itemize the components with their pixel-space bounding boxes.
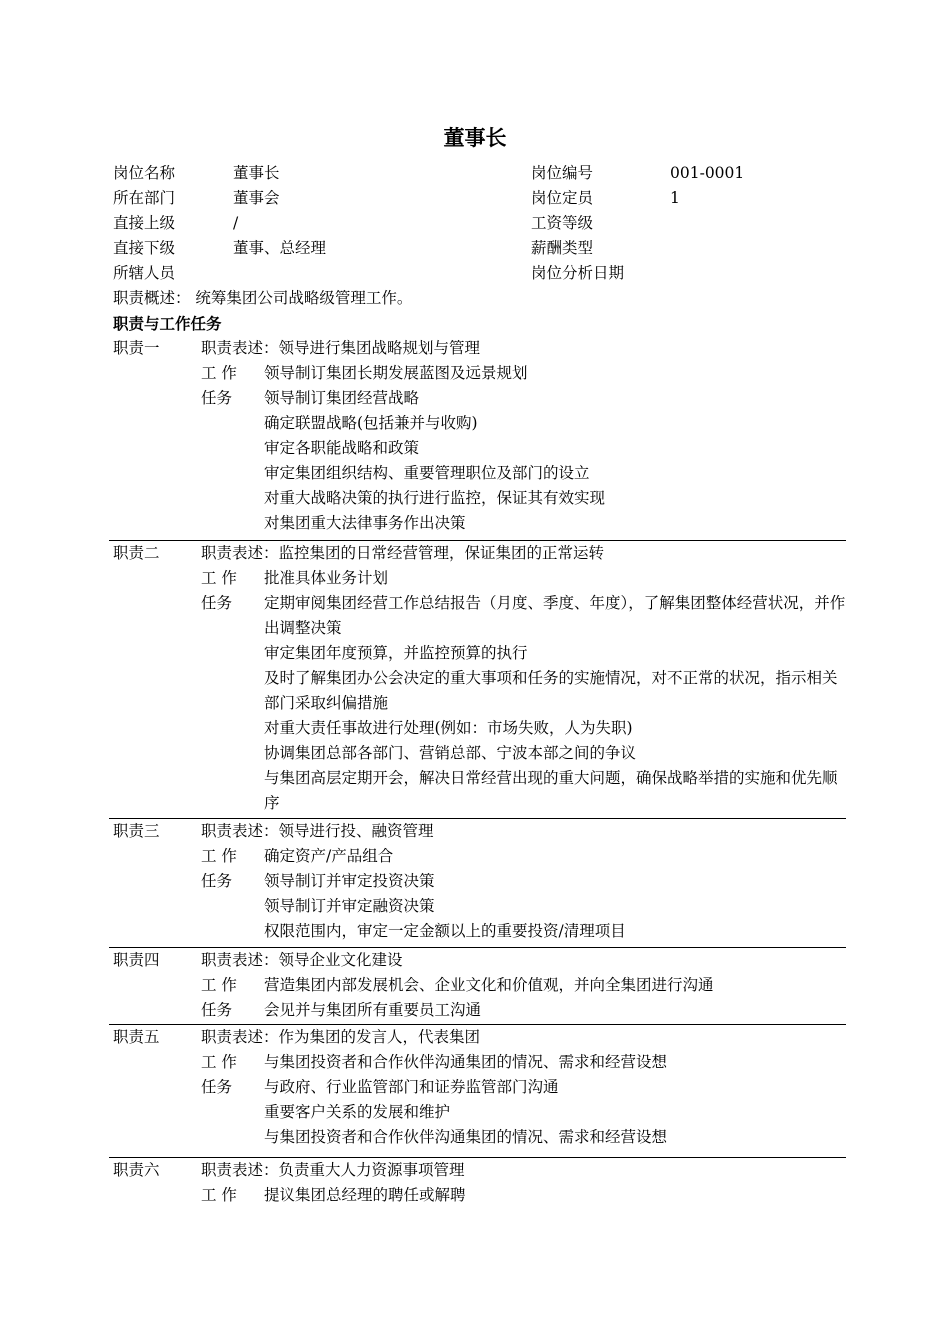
duty-statement: 职责表述：领导企业文化建设 — [201, 951, 403, 969]
task-label: 工 作 — [201, 364, 237, 382]
info-value: 董事、总经理 — [233, 239, 327, 257]
task-text: 与集团投资者和合作伙伴沟通集团的情况、需求和经营设想 — [264, 1053, 668, 1071]
task-label: 任务 — [201, 1001, 233, 1019]
task-text: 对重大责任事故进行处理(例如：市场失败，人为失职) — [264, 719, 633, 737]
task-label: 工 作 — [201, 1186, 237, 1204]
task-label — [201, 411, 264, 436]
task-list — [201, 1050, 846, 1150]
task-label — [201, 511, 264, 536]
info-row — [113, 161, 853, 186]
duty-statement: 职责表述：作为集团的发言人，代表集团 — [201, 1028, 481, 1046]
info-value: 1 — [670, 189, 680, 207]
task-label: 工 作 — [201, 976, 237, 994]
duty-label: 职责三 — [113, 822, 160, 840]
task-row — [201, 666, 846, 716]
task-text: 协调集团总部各部门、营销总部、宁波本部之间的争议 — [264, 744, 637, 762]
task-row — [201, 919, 846, 944]
duty-label: 职责六 — [113, 1161, 160, 1179]
task-text: 重要客户关系的发展和维护 — [264, 1103, 451, 1121]
task-text: 定期审阅集团经营工作总结报告（月度、季度、年度），了解集团整体经营状况，并作出调整决策 — [264, 594, 846, 637]
task-list — [201, 566, 846, 816]
task-text: 对重大战略决策的执行进行监控，保证其有效实现 — [264, 489, 606, 507]
task-row — [201, 566, 846, 591]
info-label: 岗位分析日期 — [531, 264, 625, 282]
task-label — [201, 894, 264, 919]
task-text: 确定资产/产品组合 — [264, 847, 394, 865]
task-row — [201, 869, 846, 894]
duty-statement: 职责表述：领导进行投、融资管理 — [201, 822, 434, 840]
task-row — [201, 766, 846, 816]
task-text: 权限范围内，审定一定金额以上的重要投资/清理项目 — [264, 922, 626, 940]
task-label: 工 作 — [201, 1053, 237, 1071]
info-label: 直接上级 — [113, 214, 176, 232]
duty-label: 职责四 — [113, 951, 160, 969]
task-row — [201, 741, 846, 766]
task-text: 领导制订集团经营战略 — [264, 389, 420, 407]
info-value: 001-0001 — [670, 164, 745, 182]
task-row — [201, 1183, 846, 1208]
task-text: 营造集团内部发展机会、企业文化和价值观，并向全集团进行沟通 — [264, 976, 714, 994]
task-label — [201, 716, 264, 741]
info-row — [113, 261, 853, 286]
task-text: 与集团投资者和合作伙伴沟通集团的情况、需求和经营设想 — [264, 1128, 668, 1146]
task-label — [201, 641, 264, 666]
duty-statement: 职责表述：监控集团的日常经营管理，保证集团的正常运转 — [201, 544, 605, 562]
task-row — [201, 486, 846, 511]
task-label — [201, 461, 264, 486]
task-text: 领导制订集团长期发展蓝图及远景规划 — [264, 364, 528, 382]
task-text: 对集团重大法律事务作出决策 — [264, 514, 466, 532]
task-list — [201, 844, 846, 944]
task-row — [201, 998, 846, 1023]
task-text: 提议集团总经理的聘任或解聘 — [264, 1186, 466, 1204]
task-label: 任务 — [201, 389, 233, 407]
info-label: 工资等级 — [531, 214, 594, 232]
task-label — [201, 741, 264, 766]
task-text: 领导制订并审定投资决策 — [264, 872, 435, 890]
duty-statement: 职责表述：负责重大人力资源事项管理 — [201, 1161, 465, 1179]
task-label: 工 作 — [201, 847, 237, 865]
info-value: 董事会 — [233, 189, 280, 207]
task-label — [201, 666, 264, 716]
task-label — [201, 766, 264, 816]
task-label — [201, 486, 264, 511]
task-text: 批准具体业务计划 — [264, 569, 389, 587]
position-info-table — [113, 161, 853, 286]
task-row — [201, 641, 846, 666]
task-label — [201, 919, 264, 944]
task-text: 确定联盟战略(包括兼并与收购) — [264, 414, 478, 432]
task-row — [201, 894, 846, 919]
duty-label: 职责五 — [113, 1028, 160, 1046]
task-text: 领导制订并审定融资决策 — [264, 897, 435, 915]
section-heading: 职责与工作任务 — [113, 314, 222, 333]
duty-block-4 — [109, 947, 846, 1019]
info-value: 董事长 — [233, 164, 280, 182]
task-label: 任务 — [201, 872, 233, 890]
task-row — [201, 1075, 846, 1100]
task-row — [201, 511, 846, 536]
duty-block-5 — [109, 1024, 846, 1146]
task-text: 及时了解集团办公会决定的重大事项和任务的实施情况，对不正常的状况，指示相关部门采取纠偏措施 — [264, 669, 838, 712]
info-row — [113, 186, 853, 211]
info-label: 所辖人员 — [113, 264, 176, 282]
task-row — [201, 436, 846, 461]
duty-summary: 职责概述： 统筹集团公司战略级管理工作。 — [113, 289, 413, 307]
task-label — [201, 436, 264, 461]
task-label — [201, 1100, 264, 1125]
task-row — [201, 1125, 846, 1150]
duty-block-2 — [109, 540, 846, 812]
task-text: 审定集团组织结构、重要管理职位及部门的设立 — [264, 464, 590, 482]
duty-block-3 — [109, 818, 846, 940]
task-row — [201, 461, 846, 486]
info-label: 岗位编号 — [531, 164, 594, 182]
task-list — [201, 1183, 846, 1208]
info-value: / — [233, 214, 239, 232]
task-text: 审定集团年度预算，并监控预算的执行 — [264, 644, 528, 662]
task-row — [201, 591, 846, 641]
info-label: 薪酬类型 — [531, 239, 594, 257]
task-row — [201, 1100, 846, 1125]
info-label: 岗位定员 — [531, 189, 594, 207]
task-row — [201, 411, 846, 436]
task-label: 工 作 — [201, 569, 237, 587]
task-text: 审定各职能战略和政策 — [264, 439, 420, 457]
task-text: 与集团高层定期开会，解决日常经营出现的重大问题，确保战略举措的实施和优先顺序 — [264, 769, 838, 812]
task-row — [201, 844, 846, 869]
info-label: 直接下级 — [113, 239, 176, 257]
task-row — [201, 973, 846, 998]
task-label: 任务 — [201, 594, 233, 612]
task-text: 会见并与集团所有重要员工沟通 — [264, 1001, 482, 1019]
info-label: 所在部门 — [113, 189, 176, 207]
task-row — [201, 716, 846, 741]
task-label — [201, 1125, 264, 1150]
info-row — [113, 211, 853, 236]
info-label: 岗位名称 — [113, 164, 176, 182]
info-row — [113, 236, 853, 261]
task-label: 任务 — [201, 1078, 233, 1096]
duty-block-6 — [109, 1157, 846, 1204]
task-list — [201, 973, 846, 1023]
task-row — [201, 386, 846, 411]
task-text: 与政府、行业监管部门和证券监管部门沟通 — [264, 1078, 559, 1096]
task-row — [201, 361, 846, 386]
task-list — [201, 361, 846, 536]
task-row — [201, 1050, 846, 1075]
duty-label: 职责一 — [113, 339, 160, 357]
duty-statement: 职责表述：领导进行集团战略规划与管理 — [201, 339, 481, 357]
duty-label: 职责二 — [113, 544, 160, 562]
page-title: 董事长 — [443, 125, 507, 150]
